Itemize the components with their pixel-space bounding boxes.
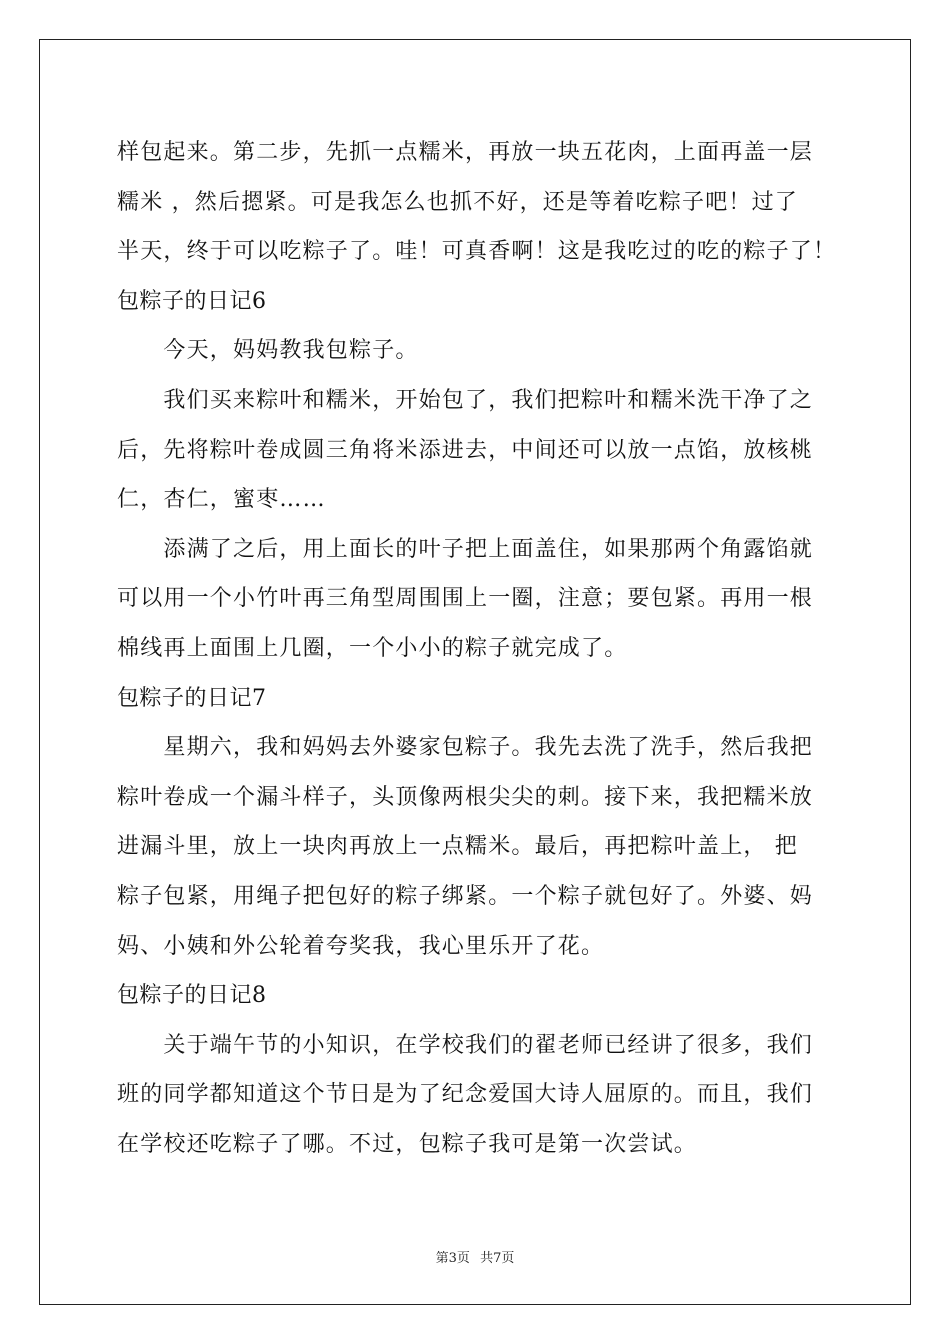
document-body	[117, 128, 835, 1169]
text-line: 糯米 ，然后摁紧。可是我怎么也抓不好，还是等着吃粽子吧！过了	[117, 189, 798, 215]
text-line: 后，先将粽叶卷成圆三角将米添进去，中间还可以放一点馅，放核桃	[117, 437, 814, 463]
text-line: 添满了之后，用上面长的叶子把上面盖住，如果那两个角露馅就	[117, 536, 814, 562]
page-total: 共7页	[480, 1251, 515, 1266]
text-line: 粽叶卷成一个漏斗样子，头顶像两根尖尖的刺。接下来，我把糯米放	[117, 784, 814, 810]
text-line: 关于端午节的小知识，在学校我们的翟老师已经讲了很多，我们	[117, 1032, 814, 1058]
text-line: 仁，杏仁，蜜枣……	[117, 487, 326, 513]
text-line: 我们买来粽叶和糯米，开始包了，我们把粽叶和糯米洗干净了之	[117, 387, 814, 413]
text-line: 妈、小姨和外公轮着夸奖我，我心里乐开了花。	[117, 933, 605, 959]
page-number: 第3页	[435, 1251, 470, 1266]
section-title: 包粽子的日记8	[117, 983, 267, 1009]
section-title: 包粽子的日记7	[117, 685, 267, 711]
page-footer	[0, 1247, 950, 1266]
text-line: 棉线再上面围上几圈，一个小小的粽子就完成了。	[117, 635, 628, 661]
text-line: 在学校还吃粽子了哪。不过，包粽子我可是第一次尝试。	[117, 1131, 698, 1157]
text-line: 样包起来。第二步，先抓一点糯米，再放一块五花肉，上面再盖一层	[117, 140, 814, 165]
text-line: 星期六，我和妈妈去外婆家包粽子。我先去洗了洗手，然后我把	[117, 735, 814, 761]
text-line: 粽子包紧，用绳子把包好的粽子绑紧。一个粽子就包好了。外婆、妈	[117, 883, 814, 909]
text-line: 可以用一个小竹叶再三角型周围围上一圈，注意；要包紧。再用一根	[117, 586, 814, 612]
text-line: 进漏斗里，放上一块肉再放上一点糯米。最后，再把粽叶盖上， 把	[117, 834, 798, 860]
section-title: 包粽子的日记6	[117, 288, 267, 314]
text-line: 半天，终于可以吃粽子了。哇！可真香啊！这是我吃过的吃的粽子了！	[117, 239, 837, 265]
text-line: 今天，妈妈教我包粽子。	[117, 338, 419, 364]
text-line: 班的同学都知道这个节日是为了纪念爱国大诗人屈原的。而且，我们	[117, 1082, 814, 1108]
